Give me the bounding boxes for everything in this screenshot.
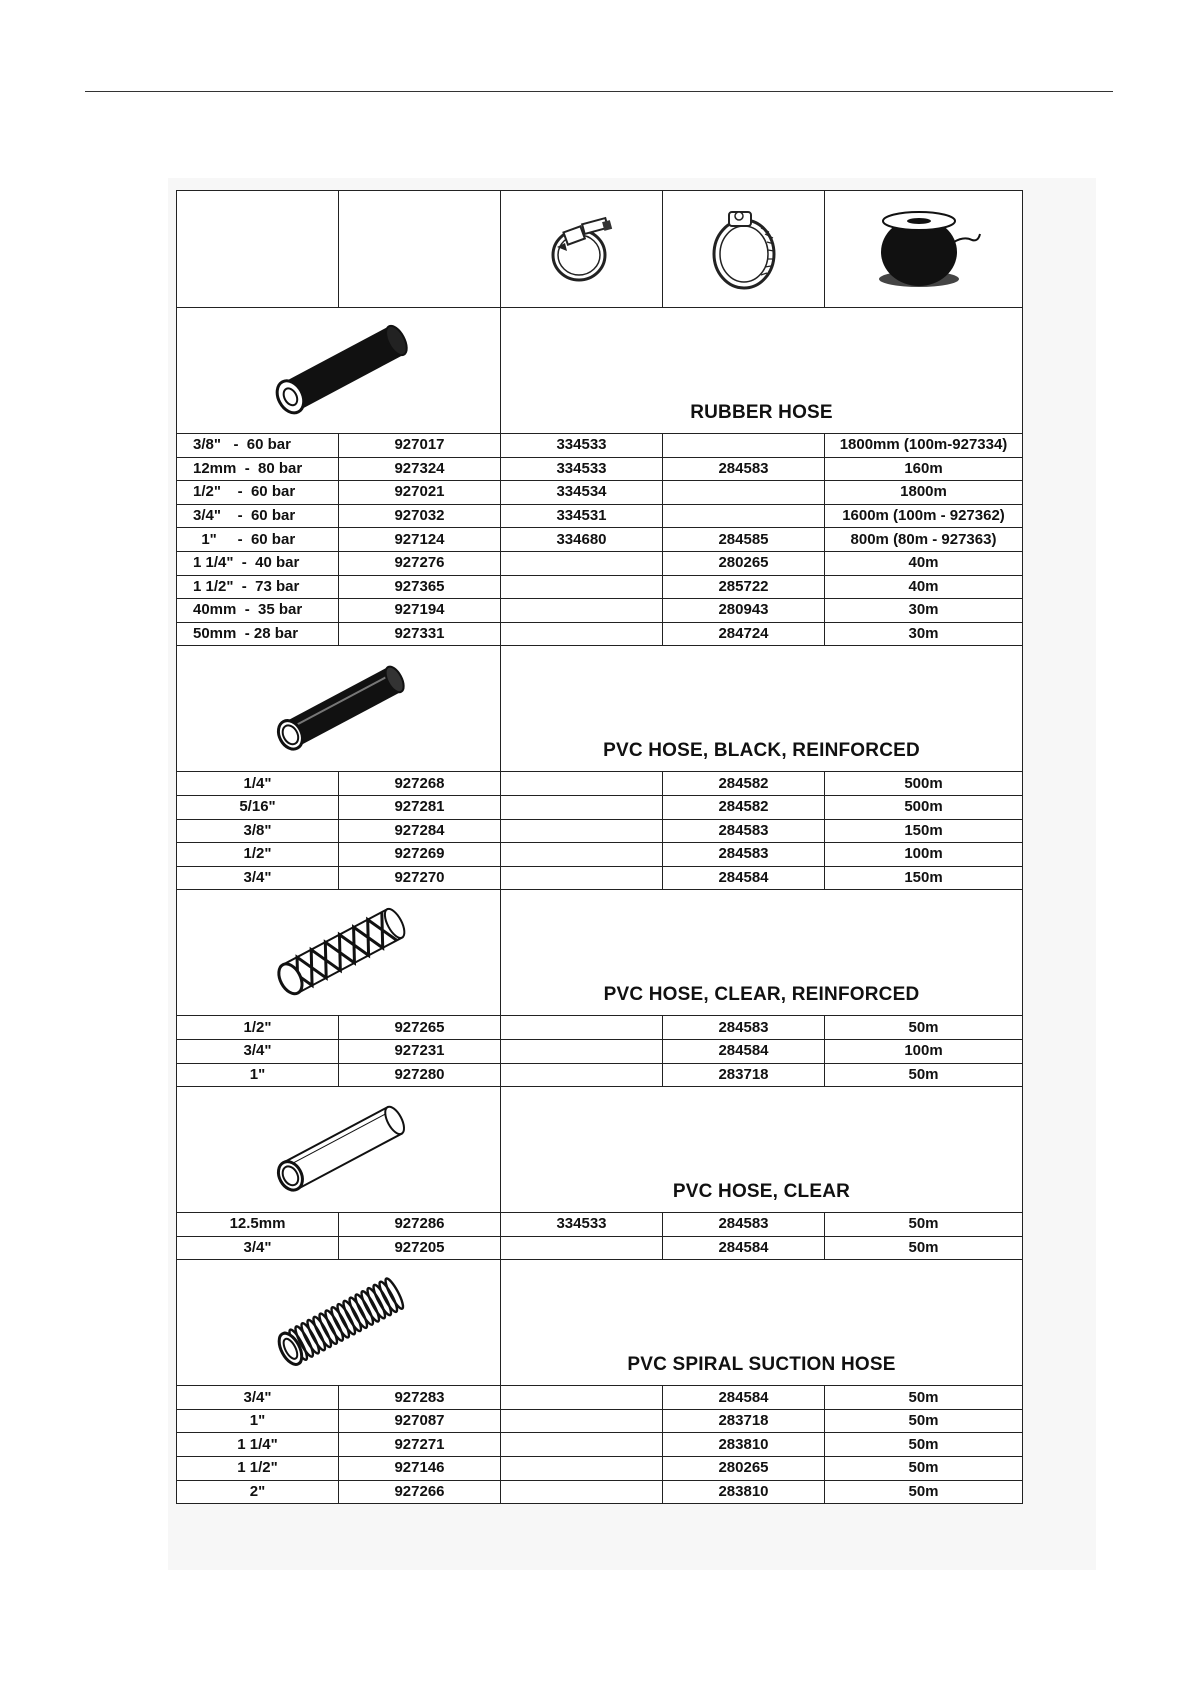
table-row [177, 528, 1023, 552]
table-row [177, 481, 1023, 505]
cell-code: 927017 [339, 434, 501, 458]
cell-clip-b: 285722 [663, 575, 825, 599]
section-header-row [177, 1260, 1023, 1386]
cell-size: 50mm - 28 bar [177, 622, 339, 646]
cell-size: 3/8" - 60 bar [177, 434, 339, 458]
cell-code: 927281 [339, 795, 501, 819]
table-row [177, 504, 1023, 528]
cell-clip-b: 284582 [663, 772, 825, 796]
table-row [177, 1213, 1023, 1237]
cell-roll: 800m (80m - 927363) [825, 528, 1023, 552]
cell-clip-a [501, 622, 663, 646]
section-image [177, 1087, 501, 1213]
cell-code: 927265 [339, 1016, 501, 1040]
cell-code: 927021 [339, 481, 501, 505]
table-row [177, 575, 1023, 599]
cell-roll: 50m [825, 1457, 1023, 1481]
table-row [177, 622, 1023, 646]
cell-roll: 40m [825, 575, 1023, 599]
section-header-row [177, 1087, 1023, 1213]
cell-code: 927194 [339, 599, 501, 623]
cell-roll: 50m [825, 1016, 1023, 1040]
cell-code: 927146 [339, 1457, 501, 1481]
table-row [177, 1480, 1023, 1504]
cell-size: 3/4" [177, 1386, 339, 1410]
cell-clip-a [501, 551, 663, 575]
cell-clip-b: 284584 [663, 1386, 825, 1410]
cell-clip-b: 280265 [663, 1457, 825, 1481]
cell-clip-b: 283810 [663, 1480, 825, 1504]
section-image [177, 646, 501, 772]
hose-table [176, 190, 1023, 1504]
cell-clip-b: 283810 [663, 1433, 825, 1457]
cell-code: 927268 [339, 772, 501, 796]
cell-roll: 1600m (100m - 927362) [825, 504, 1023, 528]
cell-roll: 50m [825, 1063, 1023, 1087]
cell-size: 3/8" [177, 819, 339, 843]
section-header-row [177, 308, 1023, 434]
table-row [177, 819, 1023, 843]
cell-size: 12mm - 80 bar [177, 457, 339, 481]
cell-clip-a [501, 1016, 663, 1040]
section-image [177, 890, 501, 1016]
header-row [177, 191, 1023, 308]
cell-clip-b: 284583 [663, 457, 825, 481]
table-row [177, 457, 1023, 481]
section-title: PVC HOSE, CLEAR, REINFORCED [501, 890, 1023, 1016]
clear-reinforced-hose-icon [254, 903, 424, 1003]
cell-size: 3/4" [177, 1039, 339, 1063]
header-blank-code [339, 191, 501, 308]
cell-roll: 50m [825, 1236, 1023, 1260]
cell-clip-b: 284583 [663, 843, 825, 867]
cell-clip-b [663, 504, 825, 528]
cell-code: 927270 [339, 866, 501, 890]
cell-roll: 50m [825, 1433, 1023, 1457]
section-header-row [177, 890, 1023, 1016]
cell-clip-b [663, 481, 825, 505]
cell-roll: 150m [825, 866, 1023, 890]
rubber-hose-icon [254, 321, 424, 421]
cell-roll: 500m [825, 795, 1023, 819]
cell-clip-a [501, 1409, 663, 1433]
table-row [177, 1457, 1023, 1481]
page-top-rule [85, 91, 1113, 92]
spiral-suction-hose-icon [254, 1268, 424, 1378]
cell-clip-a: 334533 [501, 434, 663, 458]
cell-code: 927124 [339, 528, 501, 552]
cell-clip-b: 284584 [663, 1236, 825, 1260]
cell-code: 927284 [339, 819, 501, 843]
cell-size: 1/2" [177, 843, 339, 867]
cell-roll: 160m [825, 457, 1023, 481]
cell-size: 1" [177, 1063, 339, 1087]
hose-catalog-sheet [176, 190, 1022, 1504]
black-pvc-hose-icon [254, 659, 424, 759]
cell-clip-b: 284584 [663, 1039, 825, 1063]
cell-size: 1 1/4" [177, 1433, 339, 1457]
section-title: PVC SPIRAL SUCTION HOSE [501, 1260, 1023, 1386]
cell-code: 927286 [339, 1213, 501, 1237]
cell-size: 40mm - 35 bar [177, 599, 339, 623]
cell-clip-b [663, 434, 825, 458]
cell-clip-a: 334533 [501, 457, 663, 481]
cell-clip-a [501, 1063, 663, 1087]
cell-clip-a [501, 1433, 663, 1457]
cell-roll: 30m [825, 622, 1023, 646]
cell-roll: 50m [825, 1480, 1023, 1504]
cell-roll: 50m [825, 1213, 1023, 1237]
cell-roll: 40m [825, 551, 1023, 575]
section-title: PVC HOSE, CLEAR [501, 1087, 1023, 1213]
cell-size: 3/4" - 60 bar [177, 504, 339, 528]
cell-roll: 150m [825, 819, 1023, 843]
cell-size: 1" [177, 1409, 339, 1433]
cell-clip-a [501, 599, 663, 623]
table-row [177, 599, 1023, 623]
cell-code: 927280 [339, 1063, 501, 1087]
section-header-row [177, 646, 1023, 772]
cell-size: 1/2" - 60 bar [177, 481, 339, 505]
cell-size: 5/16" [177, 795, 339, 819]
worm-drive-clamp-icon [699, 204, 789, 294]
cell-code: 927331 [339, 622, 501, 646]
cell-size: 1 1/4" - 40 bar [177, 551, 339, 575]
table-row [177, 1016, 1023, 1040]
table-row [177, 1063, 1023, 1087]
cell-roll: 100m [825, 1039, 1023, 1063]
table-row [177, 772, 1023, 796]
cell-clip-a [501, 795, 663, 819]
table-row [177, 434, 1023, 458]
cell-clip-a [501, 575, 663, 599]
cell-code: 927087 [339, 1409, 501, 1433]
clear-pvc-hose-icon [254, 1100, 424, 1200]
table-row [177, 1236, 1023, 1260]
cell-clip-b: 283718 [663, 1063, 825, 1087]
table-row [177, 551, 1023, 575]
header-blank-size [177, 191, 339, 308]
cell-clip-b: 284583 [663, 1016, 825, 1040]
cell-clip-a [501, 843, 663, 867]
cell-size: 3/4" [177, 1236, 339, 1260]
table-row [177, 795, 1023, 819]
cell-clip-b: 284584 [663, 866, 825, 890]
cell-roll: 1800mm (100m-927334) [825, 434, 1023, 458]
header-clip-a [501, 191, 663, 308]
cell-clip-b: 283718 [663, 1409, 825, 1433]
cell-size: 1/4" [177, 772, 339, 796]
cell-clip-b: 284585 [663, 528, 825, 552]
cell-clip-a: 334680 [501, 528, 663, 552]
cell-roll: 500m [825, 772, 1023, 796]
cell-code: 927276 [339, 551, 501, 575]
cell-roll: 1800m [825, 481, 1023, 505]
cell-code: 927032 [339, 504, 501, 528]
table-row [177, 1433, 1023, 1457]
cell-clip-a: 334533 [501, 1213, 663, 1237]
cell-clip-a [501, 1457, 663, 1481]
table-row [177, 1386, 1023, 1410]
cell-clip-a [501, 1480, 663, 1504]
cell-clip-a [501, 1039, 663, 1063]
cell-size: 1 1/2" - 73 bar [177, 575, 339, 599]
cell-code: 927205 [339, 1236, 501, 1260]
cell-code: 927283 [339, 1386, 501, 1410]
cell-roll: 50m [825, 1386, 1023, 1410]
cell-clip-b: 284724 [663, 622, 825, 646]
cell-clip-a [501, 1236, 663, 1260]
section-image [177, 308, 501, 434]
cell-roll: 100m [825, 843, 1023, 867]
cell-clip-a [501, 819, 663, 843]
cell-size: 1 1/2" [177, 1457, 339, 1481]
cell-clip-a [501, 772, 663, 796]
cell-code: 927365 [339, 575, 501, 599]
cell-code: 927269 [339, 843, 501, 867]
header-roll [825, 191, 1023, 308]
cell-code: 927324 [339, 457, 501, 481]
hose-clip-icon [537, 209, 627, 289]
cell-size: 12.5mm [177, 1213, 339, 1237]
section-title: PVC HOSE, BLACK, REINFORCED [501, 646, 1023, 772]
cell-code: 927271 [339, 1433, 501, 1457]
cell-code: 927231 [339, 1039, 501, 1063]
cell-clip-b: 280943 [663, 599, 825, 623]
table-row [177, 1409, 1023, 1433]
table-row [177, 866, 1023, 890]
cell-size: 3/4" [177, 866, 339, 890]
cell-code: 927266 [339, 1480, 501, 1504]
cell-size: 1" - 60 bar [177, 528, 339, 552]
cell-clip-a: 334531 [501, 504, 663, 528]
section-title: RUBBER HOSE [501, 308, 1023, 434]
header-clip-b [663, 191, 825, 308]
cell-roll: 30m [825, 599, 1023, 623]
table-row [177, 1039, 1023, 1063]
cell-size: 1/2" [177, 1016, 339, 1040]
hose-roll-icon [864, 207, 984, 292]
cell-clip-a [501, 1386, 663, 1410]
cell-size: 2" [177, 1480, 339, 1504]
cell-clip-b: 284583 [663, 1213, 825, 1237]
cell-clip-b: 284583 [663, 819, 825, 843]
cell-clip-a: 334534 [501, 481, 663, 505]
cell-clip-a [501, 866, 663, 890]
table-row [177, 843, 1023, 867]
cell-clip-b: 284582 [663, 795, 825, 819]
section-image [177, 1260, 501, 1386]
cell-roll: 50m [825, 1409, 1023, 1433]
cell-clip-b: 280265 [663, 551, 825, 575]
